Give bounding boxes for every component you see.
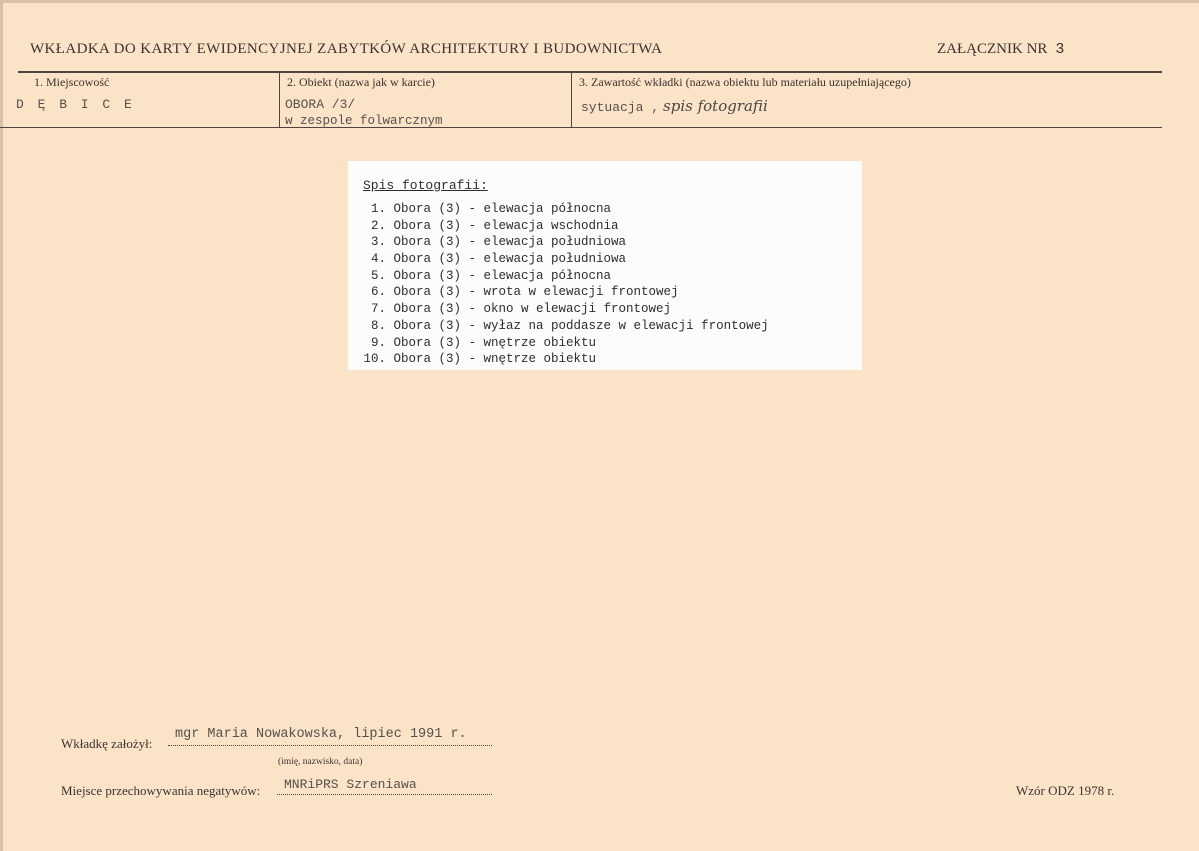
card-edge-top [0, 0, 1199, 3]
photo-list-item-text: Obora (3) - wrota w elewacji frontowej [393, 285, 679, 300]
photo-list-item [352, 284, 769, 301]
locality-value: D Ę B I C E [16, 97, 135, 112]
created-by-label: Wkładkę założył: [61, 736, 153, 751]
photo-list-item-number: 7. [370, 302, 386, 317]
annex-number-value: 3 [1055, 41, 1065, 58]
contents-value [581, 97, 768, 116]
photo-list-item-text: Obora (3) - elewacja wschodnia [393, 218, 619, 233]
form-version: Wzór ODZ 1978 r. [1016, 783, 1115, 798]
object-value-line1: OBORA /3/ [285, 97, 356, 112]
photo-list-item-text: Obora (3) - elewacja północna [393, 268, 612, 283]
photo-list-item [352, 318, 769, 335]
card-title: WKŁADKA DO KARTY EWIDENCYJNEJ ZABYTKÓW ARCHITEKTURY I BUDOWNICTWA [30, 41, 663, 57]
photo-list-item-number: 6. [370, 285, 386, 300]
photo-list-item [352, 335, 769, 352]
photo-list-item-text: Obora (3) - okno w elewacji frontowej [393, 302, 672, 317]
photo-list-item-text: Obora (3) - wnętrze obiektu [393, 335, 597, 350]
photo-list-item-number: 1. [370, 202, 386, 216]
photo-list-item [352, 268, 769, 285]
photo-list-item-number: 9. [370, 335, 386, 350]
field-divider-1 [279, 72, 280, 128]
photo-list-item-text: Obora (3) - elewacja północna [393, 202, 612, 216]
locality-label: 1. Miejscowość [34, 75, 110, 89]
photo-list-item-text: Obora (3) - elewacja południowa [393, 252, 627, 267]
negatives-value: MNRiPRS Szreniawa [284, 777, 417, 792]
photo-list-item-number: 2. [370, 218, 386, 233]
annex-label: ZAŁĄCZNIK NR [937, 41, 1048, 57]
photo-list-item-number: 5. [370, 268, 386, 283]
photo-list-item-number: 4. [370, 252, 386, 267]
photo-list-item-text: Obora (3) - wyłaz na poddasze w elewacji frontowej [393, 318, 769, 333]
object-value-line2: w zespole folwarcznym [285, 114, 443, 128]
photo-list-item-text: Obora (3) - wnętrze obiektu [393, 352, 597, 367]
contents-value-handwritten: spis fotografii [663, 97, 768, 115]
contents-value-typed: sytuacja , [581, 100, 660, 115]
object-label: 2. Obiekt (nazwa jak w karcie) [287, 75, 435, 89]
contents-label: 3. Zawartość wkładki (nazwa obiektu lub materiału uzupełniającego) [579, 75, 911, 89]
photo-list-item [352, 301, 769, 318]
photo-list-item [352, 351, 769, 368]
photo-list-item-number: 8. [370, 318, 386, 333]
created-by-hint: (imię, nazwisko, data) [278, 757, 363, 767]
negatives-line [277, 793, 492, 795]
photo-list-item [352, 234, 769, 251]
photo-list-item [352, 218, 769, 235]
header-rule-bottom [0, 127, 1162, 128]
photo-list-sheet [348, 161, 862, 370]
created-by-value: mgr Maria Nowakowska, lipiec 1991 r. [175, 727, 467, 742]
photo-list-item [352, 251, 769, 268]
annex-number [937, 41, 1064, 58]
photo-list-item-text: Obora (3) - elewacja południowa [393, 235, 627, 250]
photo-list-item-number: 3. [370, 235, 386, 250]
photo-list-item-number: 10. [363, 352, 386, 367]
created-by-line [168, 744, 492, 746]
photo-list-heading: Spis fotografii: [363, 178, 488, 193]
header-rule-top [18, 71, 1162, 73]
photo-list [352, 201, 769, 368]
negatives-label: Miejsce przechowywania negatywów: [61, 783, 261, 798]
photo-list-item [352, 201, 769, 218]
field-divider-2 [571, 72, 572, 128]
